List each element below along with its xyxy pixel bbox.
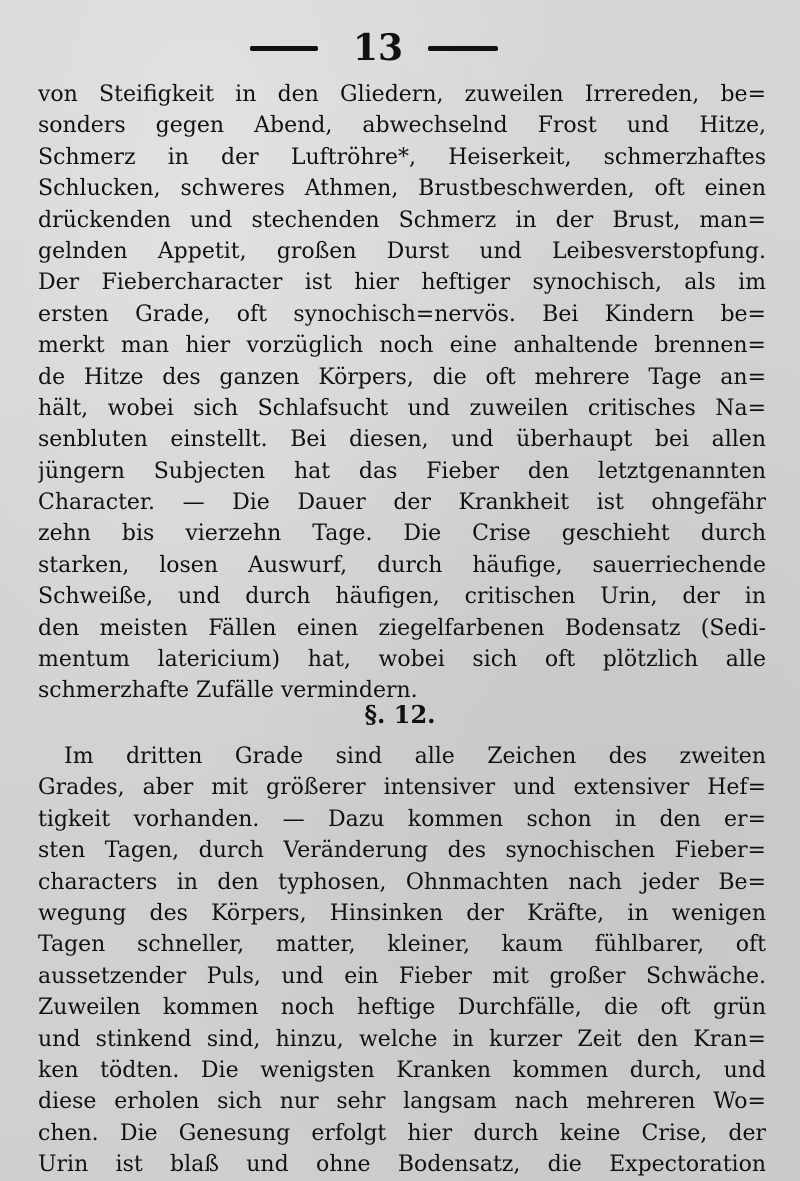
text-line: Schweiße, und durch häufigen, critischen Urin, der in bbox=[38, 584, 766, 610]
text-line: Zuweilen kommen noch heftige Durchfälle, die oft grün bbox=[38, 995, 766, 1021]
text-line: Schlucken, schweres Athmen, Brustbeschwerden, oft einen bbox=[38, 176, 766, 202]
paragraph-section-12 bbox=[38, 741, 766, 1180]
text-line: von Steifigkeit in den Gliedern, zuweilen Irrereden, be= bbox=[38, 82, 766, 107]
text-line: ersten Grade, oft synochisch=nervös. Bei Kindern be= bbox=[38, 301, 766, 327]
text-line: diese erholen sich nur sehr langsam nach mehreren Wo= bbox=[38, 1089, 766, 1115]
section-heading: §. 12. bbox=[364, 700, 436, 729]
text-line: Tagen schneller, matter, kleiner, kaum fühlbarer, oft bbox=[38, 932, 766, 958]
text-line: characters in den typhosen, Ohnmachten nach jeder Be= bbox=[38, 869, 766, 895]
text-line: Character. — Die Dauer der Krankheit ist ohngefähr bbox=[38, 490, 766, 516]
text-line: Im dritten Grade sind alle Zeichen des zweiten bbox=[64, 744, 766, 769]
header-rule-left bbox=[250, 46, 318, 51]
header-rule-right bbox=[428, 46, 498, 51]
text-line: und stinkend sind, hinzu, welche in kurzer Zeit den Kran= bbox=[38, 1026, 766, 1052]
text-line: ken tödten. Die wenigsten Kranken kommen durch, und bbox=[38, 1057, 766, 1083]
text-line: mentum latericium) hat, wobei sich oft plötzlich alle bbox=[38, 647, 766, 673]
text-line: gelnden Appetit, großen Durst und Leibesverstopfung. bbox=[38, 238, 766, 264]
text-line: tigkeit vorhanden. — Dazu kommen schon in den er= bbox=[38, 806, 766, 832]
text-line: wegung des Körpers, Hinsinken der Kräfte, in wenigen bbox=[38, 900, 766, 926]
text-line: chen. Die Genesung erfolgt hier durch keine Crise, der bbox=[38, 1120, 766, 1146]
text-line: de Hitze des ganzen Körpers, die oft mehrere Tage an= bbox=[38, 364, 766, 390]
text-line: zehn bis vierzehn Tage. Die Crise geschieht durch bbox=[38, 521, 766, 547]
text-line: sonders gegen Abend, abwechselnd Frost und Hitze, bbox=[38, 113, 766, 139]
text-line: den meisten Fällen einen ziegelfarbenen Bodensatz (Sedi- bbox=[38, 615, 766, 641]
text-line: senbluten einstellt. Bei diesen, und überhaupt bei allen bbox=[38, 427, 766, 453]
text-line: drückenden und stechenden Schmerz in der Brust, man= bbox=[38, 207, 766, 233]
paragraph-continued bbox=[38, 79, 766, 707]
text-line: starken, losen Auswurf, durch häufige, sauerriechende bbox=[38, 552, 766, 578]
text-line: sten Tagen, durch Veränderung des synochischen Fieber= bbox=[38, 838, 766, 864]
text-line: jüngern Subjecten hat das Fieber den letztgenannten bbox=[38, 458, 766, 484]
text-line: aussetzender Puls, und ein Fieber mit großer Schwäche. bbox=[38, 963, 766, 989]
page-header bbox=[0, 28, 800, 68]
text-line: Der Fiebercharacter ist hier heftiger synochisch, als im bbox=[38, 270, 766, 296]
page-number: 13 bbox=[352, 27, 404, 69]
text-line: schmerzhafte Zufälle vermindern. bbox=[38, 678, 418, 704]
text-line: Grades, aber mit größerer intensiver und extensiver Hef= bbox=[38, 775, 766, 801]
text-line: Urin ist blaß und ohne Bodensatz, die Expectoration bbox=[38, 1152, 766, 1178]
text-line: merkt man hier vorzüglich noch eine anhaltende brennen= bbox=[38, 333, 766, 359]
text-line: hält, wobei sich Schlafsucht und zuweilen critisches Na= bbox=[38, 395, 766, 421]
text-line: Schmerz in der Luftröhre*, Heiserkeit, schmerzhaftes bbox=[38, 144, 766, 170]
